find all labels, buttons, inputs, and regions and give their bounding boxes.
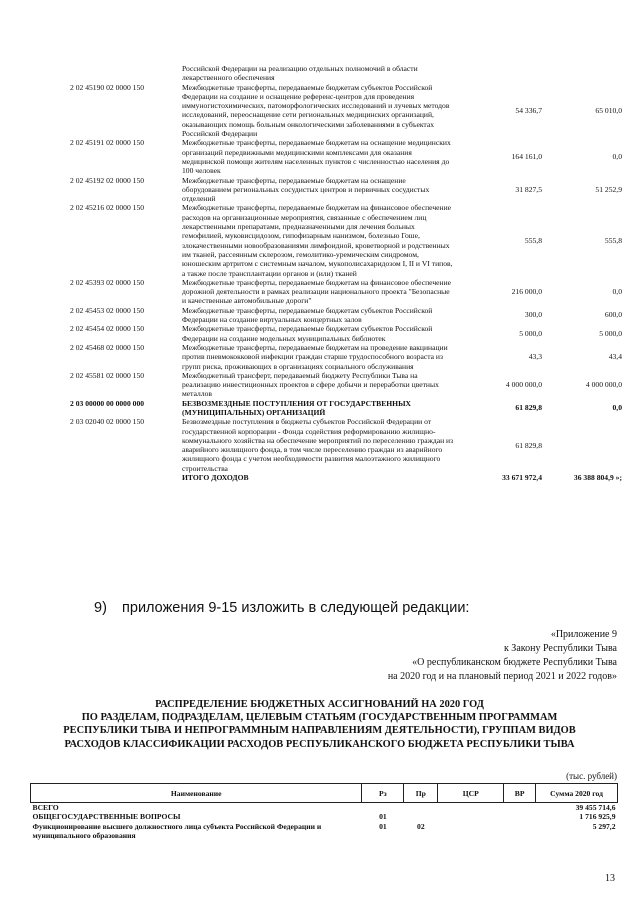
revenue-value-2021: 0,0 [612,403,622,413]
revenue-code: 2 02 45190 02 0000 150 [70,82,145,92]
revenue-row [70,278,622,306]
revenue-value-2021: 36 388 804,9 »; [573,473,622,483]
revenue-value-2021: 555,8 [604,235,622,245]
revenue-code: 2 03 00000 00 0000 000 [70,398,145,408]
header-name: Наименование [31,784,362,803]
revenue-value-2020: 164 161,0 [511,152,542,162]
appendix-header [388,628,617,684]
appendix-line: на 2020 год и на плановый период 2021 и 2022 годов» [387,671,617,682]
revenue-value-2020: 33 671 972,4 [502,473,542,483]
revenue-name: Межбюджетные трансферты, передаваемые бюджетам субъектов Российской Федерации на создание виртуальных концертных залов [182,305,433,325]
appendix-line: «О республиканском бюджете Республики Тыва [412,657,617,668]
row-pr [404,812,438,821]
budget-table-header [31,784,618,803]
revenue-name: Межбюджетные трансферты, передаваемые бюджетам на финансовое обеспечение дорожной деятельности в рамках реализации национального проекта "Безопасные и качественные автомобильные дороги" [182,277,452,306]
paragraph-text: приложения 9-15 изложить в следующей редакции: [122,600,470,616]
revenue-name: ИТОГО ДОХОДОВ [182,473,249,483]
row-pr: 02 [417,821,425,831]
header-rz: Рз [362,784,404,803]
row-pr [404,803,438,813]
revenue-value-2020: 61 829,8 [515,403,542,413]
revenue-code: 2 02 45454 02 0000 150 [70,324,145,334]
revenue-name: Межбюджетные трансферты, передаваемые бюджетам на оснащение медицинских организаций передвижными медицинскими комплексами для оказания медицинской помощи жителям населенных пунктов с численностью населения до 100 человек [182,138,451,176]
row-csr [438,812,504,821]
revenue-value-2021: 65 010,0 [595,105,622,115]
title-line: ПО РАЗДЕЛАМ, ПОДРАЗДЕЛАМ, ЦЕЛЕВЫМ СТАТЬЯМ (ГОСУДАРСТВЕННЫМ ПРОГРАММАМ [81,712,558,724]
header-vr: ВР [504,784,536,803]
revenue-row [70,138,622,175]
revenue-value-2021: 0,0 [612,287,622,297]
appendix-line: «Приложение 9 [550,629,617,640]
row-sum: 39 455 714,6 [575,803,616,812]
revenue-table [70,64,622,482]
budget-table [30,783,618,840]
table-row [31,822,618,841]
row-name: ОБЩЕГОСУДАРСТВЕННЫЕ ВОПРОСЫ [32,812,181,822]
revenue-value-2021: 0,0 [612,152,622,162]
revenue-row [70,473,622,482]
revenue-value-2021: 51 252,9 [595,184,622,194]
appendix-line: к Закону Республики Тыва [503,643,617,654]
revenue-name: Межбюджетные трансферты, передаваемые бюджетам на оснащение оборудованием региональных сосудистых центров и первичных сосудистых отделений [182,175,430,204]
row-rz: 01 [379,812,387,822]
revenue-value-2020: 43,3 [528,352,542,362]
revenue-code: 2 03 02040 02 0000 150 [70,417,145,427]
revenue-row [70,64,622,83]
revenue-value-2020: 61 829,8 [515,440,542,450]
revenue-row [70,417,622,473]
revenue-value-2020: 300,0 [524,310,542,320]
revenue-name: Российской Федерации на реализацию отдельных полномочий в области лекарственного обеспечения [182,64,418,83]
revenue-row [70,176,622,204]
revenue-value-2020: 216 000,0 [511,287,542,297]
revenue-row [70,306,622,325]
page-number: 13 [605,873,615,884]
row-vr [504,803,536,813]
title-line: РАСПРЕДЕЛЕНИЕ БЮДЖЕТНЫХ АССИГНОВАНИЙ НА 2020 ГОД [155,699,484,710]
header-sum: Сумма 2020 год [536,784,618,803]
revenue-value-2020: 555,8 [524,235,542,245]
title-line: РЕСПУБЛИКИ ТЫВА И НЕПРОГРАММНЫМ НАПРАВЛЕНИЯМ ДЕЯТЕЛЬНОСТИ), ГРУППАМ ВИДОВ [63,725,576,737]
revenue-value-2021: 4 000 000,0 [585,380,622,390]
title-line: РАСХОДОВ КЛАССИФИКАЦИИ РАСХОДОВ РЕСПУБЛИКАНСКОГО БЮДЖЕТА РЕСПУБЛИКИ ТЫВА [64,738,575,750]
table-row [31,812,618,821]
units-label: (тыс. рублей) [566,771,617,781]
revenue-value-2020: 4 000 000,0 [505,380,542,390]
revenue-row [70,83,622,139]
row-vr [504,812,536,821]
revenue-value-2020: 31 827,5 [515,184,542,194]
revenue-code: 2 02 45216 02 0000 150 [70,203,145,213]
revenue-row [70,343,622,371]
revenue-value-2020: 5 000,0 [519,328,542,338]
header-pr: Пр [404,784,438,803]
revenue-name: Безвозмездные поступления в бюджеты субъектов Российской Федерации от государственной корпорации - Фонда содействия реформированию жилищно-коммунального хозяйства на обеспечение мероприятий по переселению граждан из аварийного жилищного фонда, в том числе переселению граждан из аварийного жилищного фонда с учетом необходимости развития малоэтажного жилищного строительства [182,417,454,473]
revenue-value-2020: 54 336,7 [515,105,542,115]
revenue-row [70,399,622,418]
distribution-title [20,698,619,751]
revenue-name: Межбюджетные трансферты, передаваемые бюджетам субъектов Российской Федерации на создание модельных муниципальных библиотек [182,324,433,343]
revenue-name: Межбюджетные трансферты, передаваемые бюджетам на проведение вакцинации против пневмококковой инфекции граждан старше трудоспособного возраста из групп риска, проживающих в организациях социального обслуживания [182,342,448,371]
amendment-paragraph [94,600,469,616]
row-csr [438,803,504,813]
revenue-value-2021: 43,4 [608,352,622,362]
header-csr: ЦСР [438,784,504,803]
row-csr [438,822,504,841]
row-rz: 01 [379,821,387,831]
revenue-row [70,371,622,399]
row-sum: 1 716 925,9 [579,812,616,822]
revenue-code: 2 02 45453 02 0000 150 [70,305,145,315]
revenue-code: 2 02 45192 02 0000 150 [70,175,145,185]
table-row [31,803,618,813]
row-name: Функционирование высшего должностного лица субъекта Российской Федерации и муниципального образования [32,821,322,840]
revenue-code: 2 02 45581 02 0000 150 [70,370,145,380]
revenue-name: Межбюджетные трансферты, передаваемые бюджетам субъектов Российской Федерации на создание и оснащение референс-центров для проведения иммуногистохимических, патоморфологических исследований и лучевых методов исследований, переоснащение сети региональных медицинских организаций, оказывающих помощь больным онкологическими заболеваниями в субъектах Российской Федерации [182,82,450,139]
revenue-name: Межбюджетные трансферты, передаваемые бюджетам на финансовое обеспечение расходов на организационные мероприятия, связанные с обеспечением лиц лекарственными препаратами, предназначенными для лечения больных гемофилией, муковисцидозом, гипофизарным нанизмом, болезнью Гоше, злокачественными новообразованиями лимфоидной, кроветворной и родственных им тканей, рассеянным склерозом, гемолитико-уремическим синдромом, юношеским артритом с системным началом, мукополисахаридозом I, II и VI типов, а также после трансплантации органов и (или) тканей [182,203,453,278]
revenue-value-2021: 600,0 [604,310,622,320]
paragraph-number: 9) [94,600,107,616]
revenue-value-2021: 5 000,0 [599,328,622,338]
revenue-code: 2 02 45393 02 0000 150 [70,277,145,287]
revenue-code: 2 02 45468 02 0000 150 [70,342,145,352]
row-name: ВСЕГО [32,803,59,812]
revenue-name: Межбюджетный трансферт, передаваемый бюджету Республики Тыва на реализацию инвестиционных проектов в сфере добычи и переработки цветных металлов [182,370,439,399]
revenue-row [70,203,622,277]
revenue-code: 2 02 45191 02 0000 150 [70,138,145,148]
revenue-row [70,324,622,343]
row-rz [362,803,404,813]
row-sum: 5 297,2 [592,821,616,831]
revenue-name: БЕЗВОЗМЕЗДНЫЕ ПОСТУПЛЕНИЯ ОТ ГОСУДАРСТВЕННЫХ (МУНИЦИПАЛЬНЫХ) ОРГАНИЗАЦИЙ [182,398,412,417]
row-vr [504,822,536,841]
